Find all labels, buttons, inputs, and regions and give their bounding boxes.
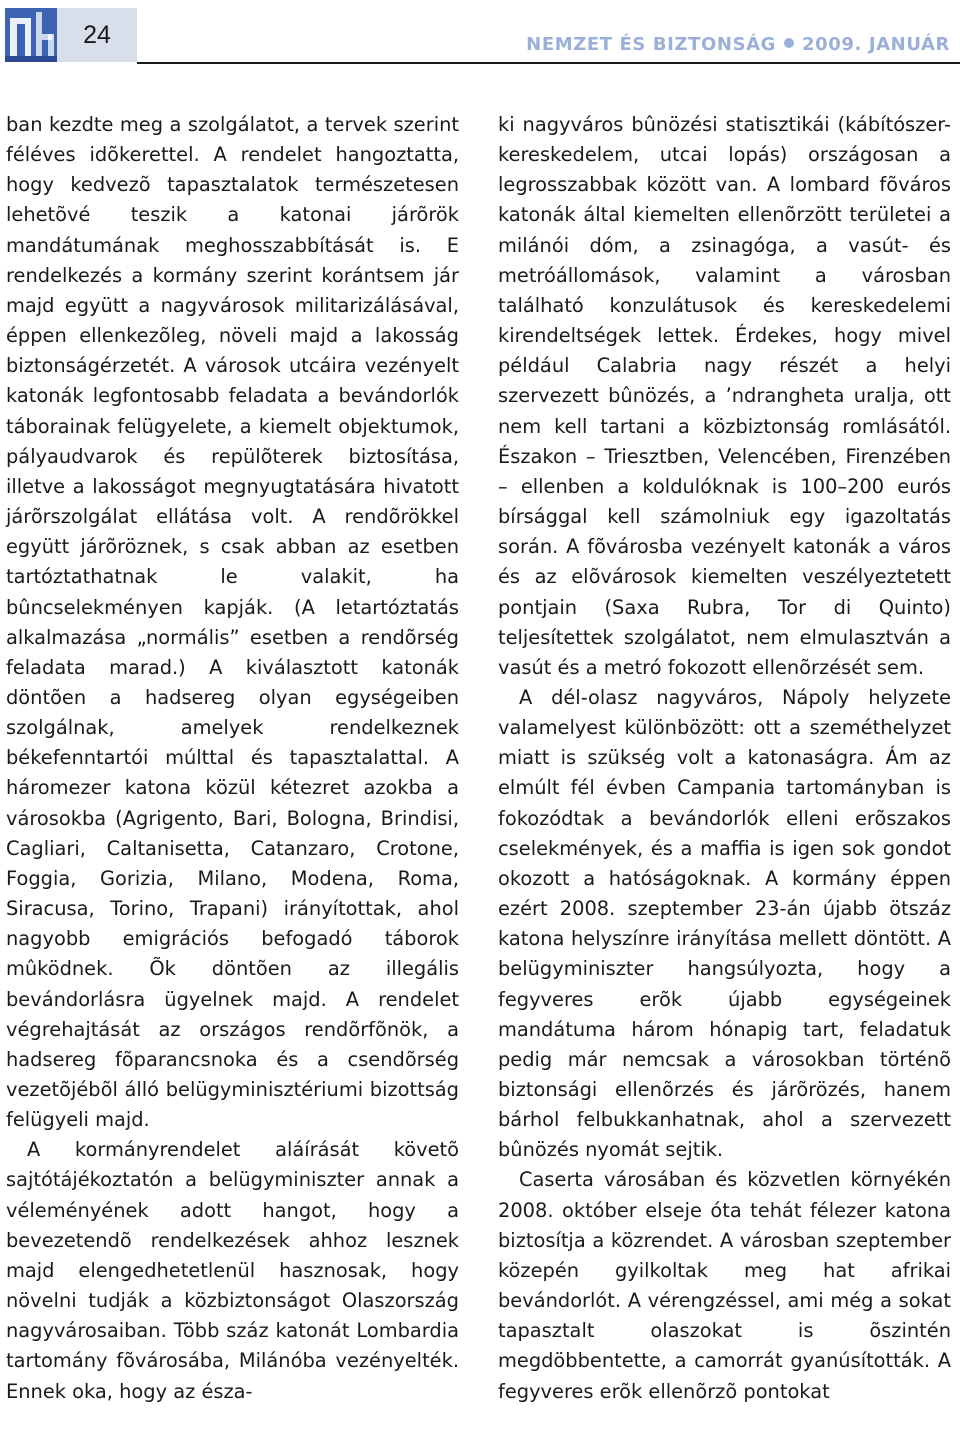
page-number-box <box>57 8 137 62</box>
page-header <box>0 0 960 70</box>
issue-date: 2009. JANUÁR <box>802 34 950 55</box>
right-paragraph-2: A dél-olasz nagyváros, Nápoly helyzete valamelyest különbözött: ott a szeméthelyzet miatt is szükség volt a katonaságra. Ám az elmúlt fél évben Campania tartományban is fokozódtak a bevándorlók elleni erõszakos cselekmények, és a maffia is igen sok gondot okozott a hatóságoknak. A kormány éppen ezért 2008. szeptember 23-án újabb ötszáz katona helyszínre irányítása mellett döntött. A belügyminiszter hangsúlyozta, hogy a fegyveres erõk újabb egységeinek mandátuma három hónapig tart, feladatuk pedig már nemcsak a városokban történõ biztonsági ellenõrzés és járõrözés, hanem bárhol felbukkanhatnak, ahol a szervezett bûnözés nyomát sejtik. <box>498 685 951 1162</box>
left-paragraph-2: A kormányrendelet aláírását követõ sajtótájékoztatón a belügyminiszter annak a véleményének adott hangot, hogy a bevezetendõ rendelkezések ahhoz lesznek majd elengedhetetlenül hasznosak, hogy növelni tudják a közbiztonságot Olaszország nagyvárosaiban. Több száz katonát Lombardia tartomány fõvárosába, Milánóba vezényelték. Ennek oka, hogy az észa- <box>6 1138 459 1403</box>
header-rule <box>137 62 960 64</box>
right-paragraph-1: ki nagyváros bûnözési statisztikái (kábítószer-kereskedelem, utcai lopás) országosan a legrosszabbak között van. A lombard fõváros katonák által kiemelten ellenõrzött területei a milánói dóm, a zsinagóga, a vasút- és metróállomások, valamint a városban található konzulátusok és kereskedelemi kirendeltségek lettek. Érdekes, hogy mivel például Calabria nagy részét a helyi szervezett bûnözés, a ’ndrangheta uralja, ott nem kell tartani a közbiztonság romlásától. Északon – Triesztben, Velencében, Firenzében – ellenben a koldulóknak is 100–200 eurós bírsággal kell számolniuk egy igazoltatás során. A fõvárosba vezényelt katonák a város és az elõvárosok kiemelten veszélyeztetett pontjain (Saxa Rubra, Tor di Quinto) teljesítettek szolgálatot, nem elmulasztván a vasút és a metró fokozott ellenõrzését sem. <box>498 113 951 679</box>
bullet-dot-icon <box>784 38 794 48</box>
right-column <box>498 110 951 1407</box>
right-paragraph-3: Caserta városában és közvetlen környékén 2008. október elseje óta tehát félezer katona biztosítja a közrendet. A városban szeptember közepén gyilkoltak meg hat afrikai bevándorlót. A vérengzéssel, ami még a sokat tapasztalt olaszokat is õszintén megdöbbentette, a camorrát gyanúsították. A fegyveres erõk ellenõrzõ pontokat <box>498 1168 951 1403</box>
left-column <box>6 110 459 1407</box>
nb-logo-graphic <box>5 8 57 62</box>
running-head <box>526 34 950 55</box>
nb-logo-icon <box>5 8 57 62</box>
left-paragraph-1: ban kezdte meg a szolgálatot, a tervek szerint féléves idõkerettel. A rendelet hangoztatta, hogy kedvezõ tapasztalatok természetesen lehetõvé teszik a katonai járõrök mandátumának meghosszabbítását is. E rendelkezés a kormány szerint korántsem jár majd együtt a nagyvárosok militarizálásával, éppen ellenkezõleg, növeli majd a lakosság biztonságérzetét. A városok utcáira vezényelt katonák legfontosabb feladata a bevándorlók táborainak felügyelete, a kiemelt objektumok, pályaudvarok és repülõterek biztosítása, illetve a lakosságot megnyugtatására hivatott járõrszolgálat ellátása volt. A rendõrökkel együtt járõröznek, s csak abban az esetben tartóztathatnak le valakit, ha bûncselekményen kapják. (A letartóztatás alkalmazása „normális” esetben a rendõrség feladata marad.) A kiválasztott katonák döntõen a hadsereg olyan egységeiben szolgálnak, amelyek rendelkeznek békefenntartói múlttal és tapasztalattal. A háromezer katona közül kétezret azokba a városokba (Agrigento, Bari, Bologna, Brindisi, Cagliari, Caltanisetta, Catanzaro, Crotone, Foggia, Gorizia, Milano, Modena, Roma, Siracusa, Torino, Trapani) irányítottak, ahol nagyobb emigrációs befogadó táborok mûködnek. Õk döntõen az illegális bevándorlásra ügyelnek majd. A rendelet végrehajtását az országos rendõrfõnök, a hadsereg fõparancsnoka és a csendõrség vezetõjébõl álló belügyminisztériumi bizottság felügyeli majd. <box>6 113 459 1132</box>
page-number: 24 <box>83 20 111 49</box>
magazine-title: NEMZET ÉS BIZTONSÁG <box>526 34 777 55</box>
